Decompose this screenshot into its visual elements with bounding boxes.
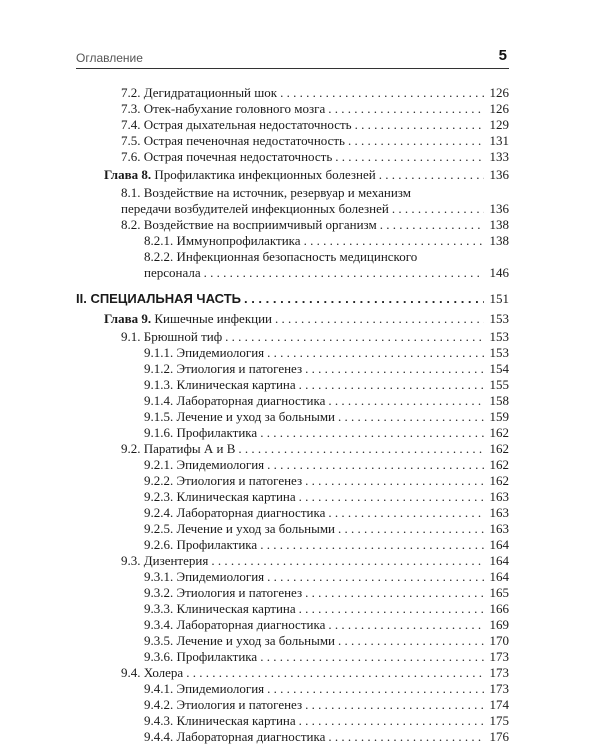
toc-subentry[interactable]: 9.4.3. Клиническая картина . . . 175 bbox=[144, 712, 509, 730]
toc-chapter[interactable]: Глава 9. Кишечные инфекции . . . 153 bbox=[104, 310, 509, 328]
toc-subentry[interactable]: 9.3.5. Лечение и уход за больными . . . 170 bbox=[144, 632, 509, 650]
toc-entry[interactable]: 7.3. Отек-набухание головного мозга . . . 126 bbox=[121, 100, 509, 118]
toc-entry[interactable]: 9.3. Дизентерия . . . 164 bbox=[121, 552, 509, 570]
toc-part[interactable]: II. СПЕЦИАЛЬНАЯ ЧАСТЬ . . . 151 bbox=[76, 290, 509, 308]
toc-entry[interactable]: 7.2. Дегидратационный шок . . . 126 bbox=[121, 84, 509, 102]
toc-subentry[interactable]: 8.2.1. Иммунопрофилактика . . . 138 bbox=[144, 232, 509, 250]
toc-entry[interactable]: 9.1. Брюшной тиф . . . 153 bbox=[121, 328, 509, 346]
toc-entry[interactable]: 9.2. Паратифы А и В . . . 162 bbox=[121, 440, 509, 458]
toc-subentry[interactable]: 9.1.3. Клиническая картина . . . 155 bbox=[144, 376, 509, 394]
toc-subentry[interactable]: 9.3.6. Профилактика . . . 173 bbox=[144, 648, 509, 666]
toc-subentry[interactable]: 9.1.5. Лечение и уход за больными . . . 159 bbox=[144, 408, 509, 426]
running-header bbox=[76, 46, 509, 69]
toc-subentry[interactable]: 9.1.2. Этиология и патогенез . . . 154 bbox=[144, 360, 509, 378]
toc-entry-continuation[interactable]: передачи возбудителей инфекционных болезней . . . 136 bbox=[121, 200, 509, 218]
toc-subentry[interactable]: 9.3.1. Эпидемиология . . . 164 bbox=[144, 568, 509, 586]
toc-entry[interactable]: 7.6. Острая почечная недостаточность . . . 133 bbox=[121, 148, 509, 166]
toc-subentry[interactable]: 9.4.2. Этиология и патогенез . . . 174 bbox=[144, 696, 509, 714]
header-title: Оглавление bbox=[76, 51, 143, 65]
toc-entry[interactable]: 8.1. Воздействие на источник, резервуар и механизм bbox=[121, 185, 411, 200]
toc-entry[interactable]: 7.4. Острая дыхательная недостаточность . . . 129 bbox=[121, 116, 509, 134]
toc-subentry[interactable]: 9.2.4. Лабораторная диагностика . . . 163 bbox=[144, 504, 509, 522]
toc-subentry[interactable]: 9.3.4. Лабораторная диагностика . . . 169 bbox=[144, 616, 509, 634]
page-number: 5 bbox=[498, 47, 507, 64]
toc-entry[interactable]: 7.5. Острая печеночная недостаточность . . . 131 bbox=[121, 132, 509, 150]
toc-subentry[interactable]: 9.1.6. Профилактика . . . 162 bbox=[144, 424, 509, 442]
toc-subentry[interactable]: 9.2.2. Этиология и патогенез . . . 162 bbox=[144, 472, 509, 490]
toc-subentry[interactable]: 9.2.5. Лечение и уход за больными . . . 163 bbox=[144, 520, 509, 538]
toc-entry[interactable]: 9.4. Холера . . . 173 bbox=[121, 664, 509, 682]
toc-subentry[interactable]: 9.1.4. Лабораторная диагностика . . . 158 bbox=[144, 392, 509, 410]
toc-subentry[interactable]: 9.1.1. Эпидемиология . . . 153 bbox=[144, 344, 509, 362]
toc-subentry[interactable]: 9.2.6. Профилактика . . . 164 bbox=[144, 536, 509, 554]
toc-subentry[interactable]: 9.4.1. Эпидемиология . . . 173 bbox=[144, 680, 509, 698]
toc-subentry[interactable]: 9.3.2. Этиология и патогенез . . . 165 bbox=[144, 584, 509, 602]
toc-subentry[interactable]: 9.3.3. Клиническая картина . . . 166 bbox=[144, 600, 509, 618]
toc-subentry[interactable]: 9.2.3. Клиническая картина . . . 163 bbox=[144, 488, 509, 506]
toc-subentry-continuation[interactable]: персонала . . . 146 bbox=[144, 264, 509, 282]
toc-subentry[interactable]: 8.2.2. Инфекционная безопасность медицинского bbox=[144, 249, 418, 264]
toc-chapter[interactable]: Глава 8. Профилактика инфекционных болезней . . . 136 bbox=[104, 166, 509, 184]
toc-subentry[interactable]: 9.4.4. Лабораторная диагностика . . . 176 bbox=[144, 728, 509, 746]
toc-subentry[interactable]: 9.2.1. Эпидемиология . . . 162 bbox=[144, 456, 509, 474]
toc-entry[interactable]: 8.2. Воздействие на восприимчивый организм . . . 138 bbox=[121, 216, 509, 234]
